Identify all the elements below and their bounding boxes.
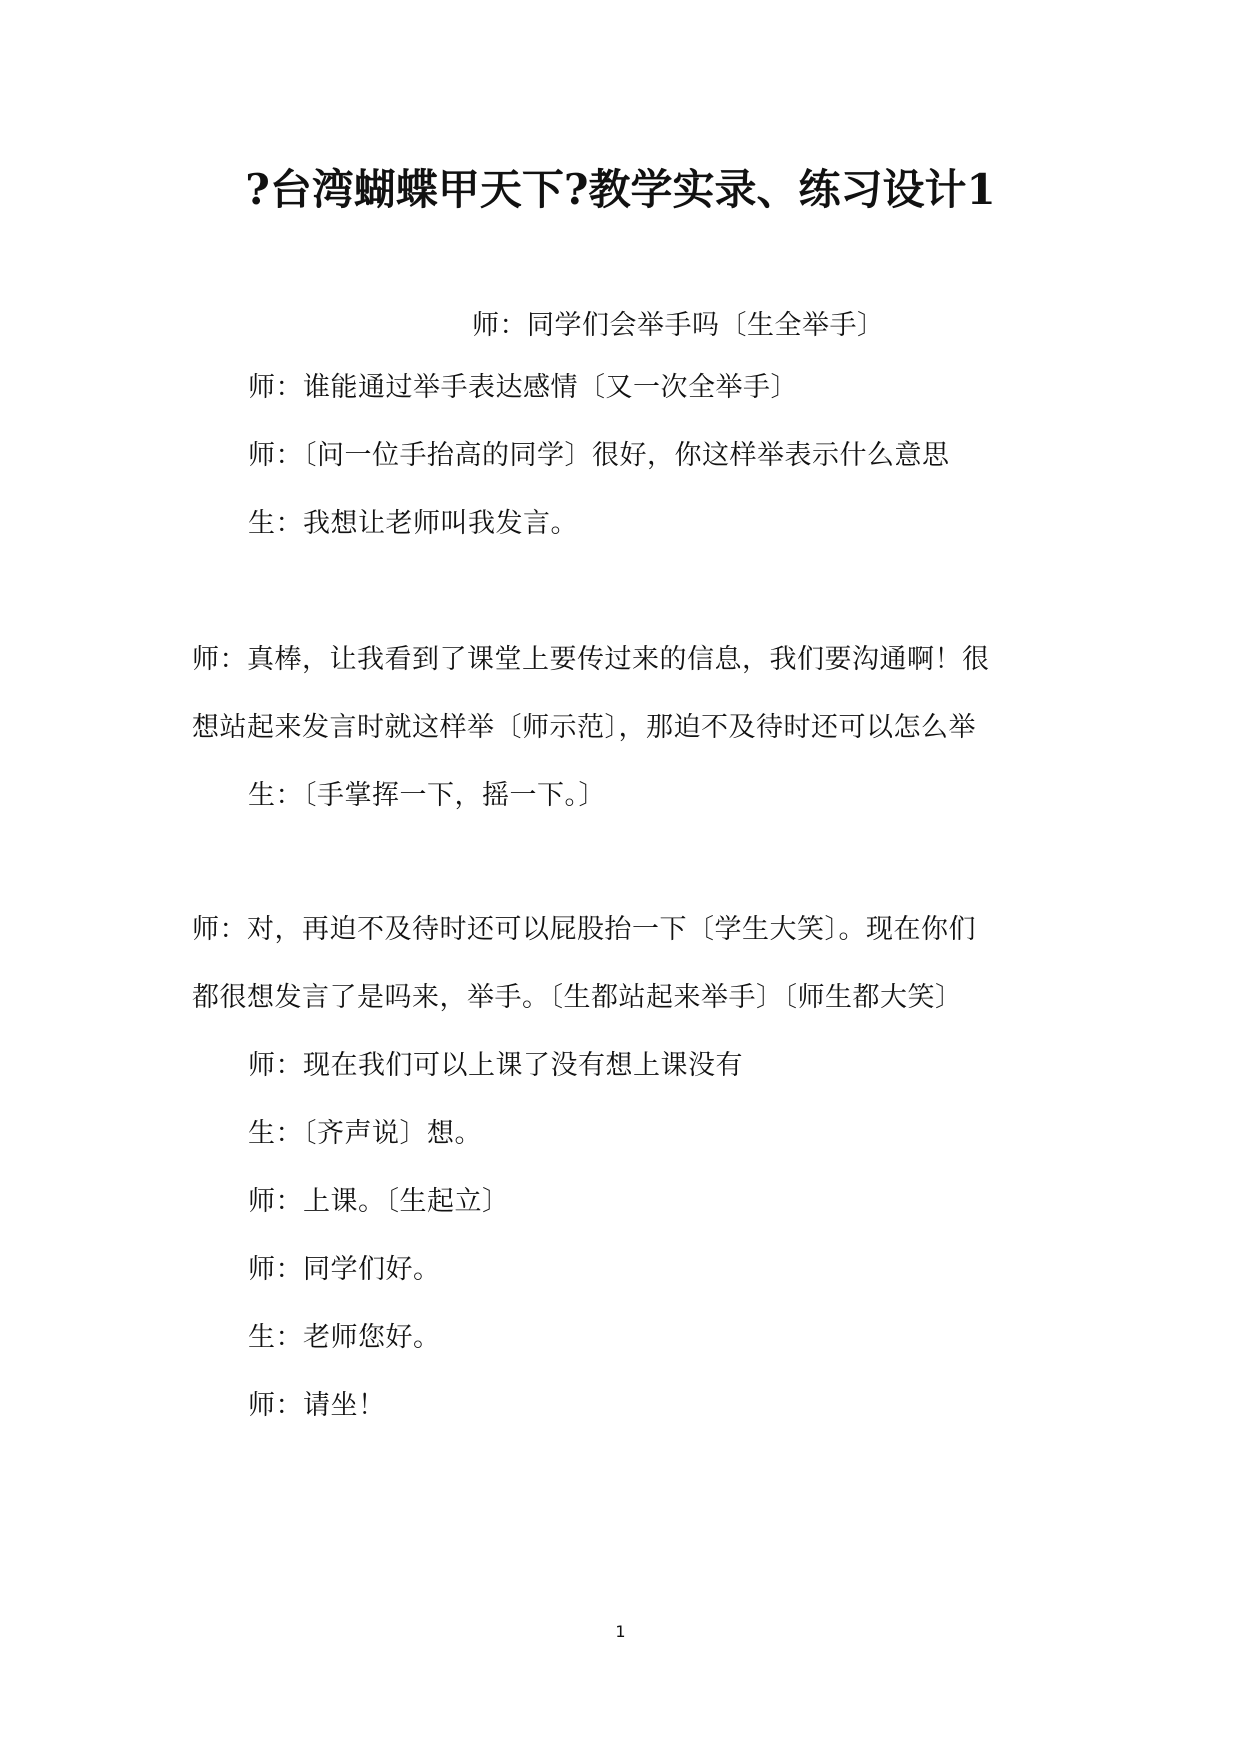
- text-line-5: 师：真棒，让我看到了课堂上要传过来的信息，我们要沟通啊！很: [192, 644, 990, 675]
- text-line-7: 生：〔手掌挥一下，摇一下。〕: [248, 780, 606, 811]
- text-line-9: 都很想发言了是吗来，举手。〔生都站起来举手〕〔师生都大笑〕: [192, 982, 963, 1013]
- text-line-2: 师：谁能通过举手表达感情〔又一次全举手〕: [248, 372, 798, 403]
- text-line-6: 想站起来发言时就这样举〔师示范〕，那迫不及待时还可以怎么举: [192, 712, 976, 743]
- page-number: 1: [615, 1622, 626, 1641]
- text-line-15: 师：请坐！: [248, 1390, 386, 1421]
- text-line-14: 生：老师您好。: [248, 1322, 441, 1353]
- text-line-3: 师：〔问一位手抬高的同学〕很好，你这样举表示什么意思: [248, 440, 950, 471]
- document-title: ?台湾蝴蝶甲天下?教学实录、练习设计1: [245, 165, 996, 214]
- text-line-1: 师：同学们会举手吗〔生全举手〕: [472, 310, 885, 341]
- text-line-10: 师：现在我们可以上课了没有想上课没有: [248, 1050, 743, 1081]
- text-line-13: 师：同学们好。: [248, 1254, 441, 1285]
- text-line-4: 生：我想让老师叫我发言。: [248, 508, 578, 539]
- text-line-11: 生：〔齐声说〕想。: [248, 1118, 482, 1149]
- text-line-8: 师：对，再迫不及待时还可以屁股抬一下〔学生大笑〕。现在你们: [192, 914, 976, 945]
- text-line-12: 师：上课。〔生起立〕: [248, 1186, 510, 1217]
